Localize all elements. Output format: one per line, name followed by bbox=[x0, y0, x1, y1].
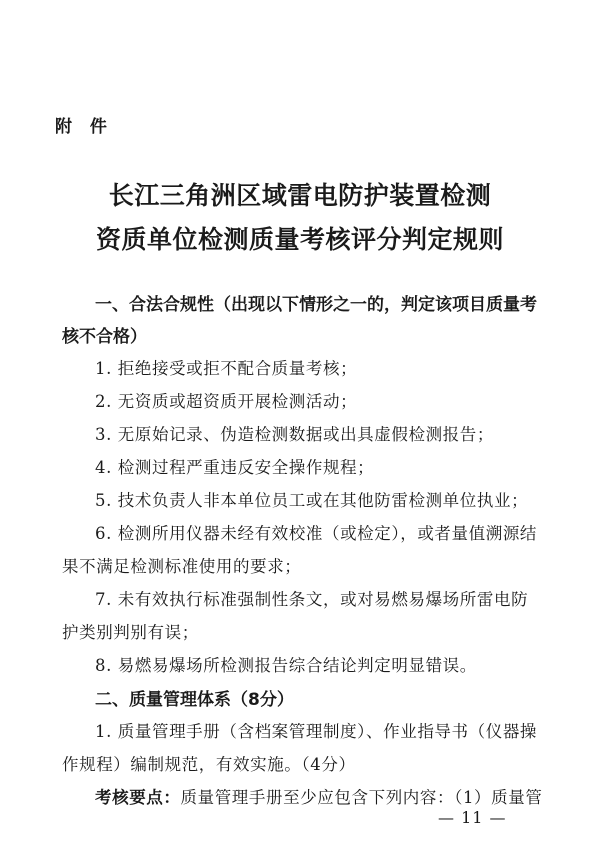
key-points-label: 考核要点： bbox=[95, 788, 181, 807]
list-item: 7. 未有效执行标准强制性条文，或对易燃易爆场所雷电防 bbox=[95, 590, 529, 609]
list-item: 6. 检测所用仪器未经有效校准（或检定），或者量值溯源结 bbox=[95, 524, 538, 543]
list-item: 4. 检测过程严重违反安全操作规程； bbox=[95, 458, 375, 477]
list-item: 5. 技术负责人非本单位员工或在其他防雷检测单位执业； bbox=[95, 491, 529, 510]
list-item-continued: 护类别判别有误； bbox=[62, 623, 199, 642]
list-item-continued: 果不满足检测标准使用的要求； bbox=[62, 557, 302, 576]
key-points-paragraph bbox=[95, 784, 542, 808]
list-item: 1. 拒绝接受或拒不配合质量考核； bbox=[95, 359, 358, 378]
attachment-label: 附 件 bbox=[55, 117, 113, 137]
list-item: 2. 无资质或超资质开展检测活动； bbox=[95, 392, 358, 411]
section-1-heading: 一、合法合规性（出现以下情形之一的，判定该项目质量考 bbox=[95, 295, 537, 315]
list-item: 8. 易燃易爆场所检测报告综合结论判定明显错误。 bbox=[95, 656, 477, 675]
list-item-continued: 作规程）编制规范，有效实施。（4分） bbox=[62, 755, 356, 774]
section-1-heading-continued: 核不合格） bbox=[62, 327, 147, 347]
document-title-line-1: 长江三角洲区域雷电防护装置检测 bbox=[108, 181, 492, 210]
section-2-heading: 二、质量管理体系（8分） bbox=[95, 690, 294, 710]
key-points-text: 质量管理手册至少应包含下列内容：（1）质量管 bbox=[180, 788, 543, 807]
page-number: — 11 — bbox=[438, 808, 507, 827]
document-title-line-2: 资质单位检测质量考核评分判定规则 bbox=[95, 225, 504, 254]
list-item: 1. 质量管理手册（含档案管理制度）、作业指导书（仪器操 bbox=[95, 722, 538, 741]
list-item: 3. 无原始记录、伪造检测数据或出具虚假检测报告； bbox=[95, 425, 494, 444]
